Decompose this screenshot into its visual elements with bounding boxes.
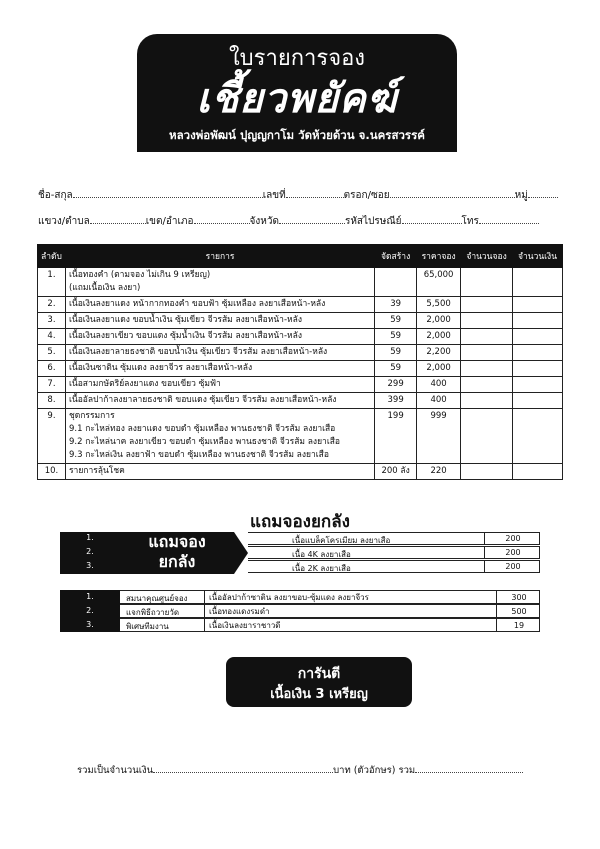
row-no: 9. — [38, 409, 66, 464]
bonus-box — [60, 532, 540, 574]
extra-kind: แจกพิธีถวายวัด — [126, 608, 180, 617]
extra-row — [120, 618, 540, 632]
row-item: เนื้อเงินลงยาเขียว ขอบแดง ซุ้มน้ำเงิน จีวรส้ม ลงยาเสือหน้า-หลัง — [65, 329, 374, 345]
table-row — [38, 297, 563, 313]
row-qty[interactable] — [461, 329, 513, 345]
bonus-title: แถมจองยกลัง — [250, 512, 350, 532]
row-price: 2,000 — [417, 329, 461, 345]
name-label: ชื่อ-สกุล — [38, 190, 73, 201]
row-made — [375, 268, 417, 297]
extra-price: 19 — [496, 619, 541, 632]
subdistrict-label: แขวง/ตำบล — [38, 216, 90, 227]
bonus-no: 3. — [86, 561, 94, 570]
extra-desc: เนื้อทองแดงรมดำ — [204, 605, 270, 618]
row-made: 199 — [375, 409, 417, 464]
extra-no: 2. — [86, 606, 94, 615]
guarantee-line2: เนื้อเงิน 3 เหรียญ — [270, 687, 368, 702]
col-amount: จำนวนเงิน — [513, 245, 563, 268]
row-line: 9.1 กะไหล่ทอง ลงยาแดง ขอบดำ ซุ้มเหลือง พานธงชาติ จีวรส้ม ลงยาเสือ — [68, 424, 336, 434]
row-amount[interactable] — [513, 313, 563, 329]
col-no: ลำดับ — [38, 245, 66, 268]
row-item: รายการลุ้นโชค — [65, 464, 374, 480]
row-made: 39 — [375, 297, 417, 313]
table-row — [38, 268, 563, 297]
alley-field[interactable] — [390, 188, 515, 198]
total-label: รวมเป็นจำนวนเงิน — [77, 765, 154, 776]
table-row — [38, 313, 563, 329]
row-line: 9.2 กะไหล่นาค ลงยาเขียว ขอบดำ ซุ้มเหลือง พานธงชาติ จีวรส้ม ลงยาเสือ — [68, 437, 341, 447]
row-qty[interactable] — [461, 297, 513, 313]
row-made: 299 — [375, 377, 417, 393]
extra-no: 3. — [86, 620, 94, 629]
row-amount[interactable] — [513, 393, 563, 409]
row-amount[interactable] — [513, 329, 563, 345]
row-price: 2,000 — [417, 361, 461, 377]
row-item — [65, 268, 374, 297]
bonus-tag-line: ยกลัง — [158, 552, 196, 571]
row-no: 6. — [38, 361, 66, 377]
house-no-label: เลขที่ — [262, 190, 286, 201]
row-no: 4. — [38, 329, 66, 345]
total-text-field[interactable] — [415, 763, 523, 773]
row-item — [65, 409, 374, 464]
bonus-price: 200 — [484, 561, 541, 573]
row-item: เนื้อสามกษัตริย์ลงยาแดง ขอบเขียว ซุ้มฟ้า — [65, 377, 374, 393]
row-item: เนื้อเงินลงยาลายธงชาติ ขอบน้ำเงิน ซุ้มเขียว จีวรส้ม ลงยาเสือหน้า-หลัง — [65, 345, 374, 361]
bonus-row — [248, 532, 540, 545]
bonus-price: 200 — [484, 533, 541, 545]
row-made: 59 — [375, 329, 417, 345]
bonus-desc: เนื้อแบล็คโครเมียม ลงยาเสือ — [292, 536, 391, 545]
row-made: 399 — [375, 393, 417, 409]
house-no-field[interactable] — [286, 188, 344, 198]
bonus-tag-line: แถมจอง — [148, 532, 206, 551]
table-row — [38, 329, 563, 345]
bonus-no-column — [60, 532, 120, 574]
row-price: 400 — [417, 393, 461, 409]
row-amount[interactable] — [513, 464, 563, 480]
table-row — [38, 464, 563, 480]
row-no: 8. — [38, 393, 66, 409]
row-amount[interactable] — [513, 409, 563, 464]
row-line: 9.3 กะไหล่เงิน ลงยาฟ้า ขอบดำ ซุ้มเหลือง พานธงชาติ จีวรส้ม ลงยาเสือ — [68, 450, 329, 460]
alley-label: ตรอก/ซอย — [343, 190, 390, 201]
phone-field[interactable] — [479, 214, 539, 224]
row-item: เนื้อเงินลงยาแดง ขอบน้ำเงิน ซุ้มเขียว จีวรส้ม ลงยาเสือหน้า-หลัง — [65, 313, 374, 329]
district-label: เขต/อำเภอ — [145, 216, 194, 227]
info-line-2 — [38, 214, 562, 229]
province-label: จังหวัด — [249, 216, 279, 227]
row-item: เนื้อเงินลงยาแดง หน้ากากทองคำ ขอบฟ้า ซุ้มเหลือง ลงยาเสือหน้า-หลัง — [65, 297, 374, 313]
extra-row — [120, 590, 540, 604]
row-qty[interactable] — [461, 313, 513, 329]
table-row — [38, 377, 563, 393]
extras-box — [60, 590, 540, 632]
row-price: 400 — [417, 377, 461, 393]
row-made: 59 — [375, 313, 417, 329]
row-no: 2. — [38, 297, 66, 313]
form-title: ใบรายการจอง — [228, 46, 366, 71]
row-amount[interactable] — [513, 297, 563, 313]
row-qty[interactable] — [461, 268, 513, 297]
row-qty[interactable] — [461, 393, 513, 409]
postcode-label: รหัสไปรษณีย์ — [344, 216, 402, 227]
extra-kind: สมนาคุณศูนย์จอง — [126, 594, 188, 603]
col-item: รายการ — [65, 245, 374, 268]
postcode-field[interactable] — [402, 214, 462, 224]
row-made: 200 ลัง — [375, 464, 417, 480]
row-no: 10. — [38, 464, 66, 480]
row-no: 5. — [38, 345, 66, 361]
bonus-row — [248, 546, 540, 559]
row-line: (แถมเนื้อเงิน ลงยา) — [68, 283, 141, 293]
monk-line: หลวงพ่อพัฒน์ ปุญญกาโม วัดห้วยด้วน จ.นครสวรรค์ — [169, 128, 425, 142]
info-line-1 — [38, 188, 562, 203]
moo-field[interactable] — [528, 188, 558, 198]
row-no: 7. — [38, 377, 66, 393]
bonus-desc: เนื้อ 2K ลงยาเสือ — [292, 564, 351, 573]
total-amount-field[interactable] — [153, 763, 333, 773]
extra-row — [120, 604, 540, 618]
amulet-name: เชี้ยวพยัคฆ์ — [196, 75, 398, 122]
phone-label: โทร — [461, 216, 479, 227]
extras-no-column — [60, 590, 120, 632]
row-price: 999 — [417, 409, 461, 464]
row-item: เนื้ออัลปาก้าลงยาลายธงชาติ ขอบแดง ซุ้มเขียว จีวรส้ม ลงยาเสือหน้า-หลัง — [65, 393, 374, 409]
bonus-price: 200 — [484, 547, 541, 559]
col-made: จัดสร้าง — [375, 245, 417, 268]
bonus-row — [248, 560, 540, 573]
guarantee-line1: การันตี — [297, 666, 341, 682]
extra-price: 300 — [496, 591, 541, 604]
bonus-tag — [120, 532, 234, 574]
extra-price: 500 — [496, 605, 541, 618]
row-made: 59 — [375, 345, 417, 361]
row-no: 3. — [38, 313, 66, 329]
row-amount[interactable] — [513, 377, 563, 393]
row-qty[interactable] — [461, 361, 513, 377]
extra-desc: เนื้อเงินลงยาราชาวดี — [204, 619, 281, 632]
row-price: 65,000 — [417, 268, 461, 297]
row-price: 2,000 — [417, 313, 461, 329]
row-item: เนื้อเงินซาติน ซุ้มแดง ลงยาจีวร ลงยาเสือหน้า-หลัง — [65, 361, 374, 377]
row-amount[interactable] — [513, 345, 563, 361]
bonus-arrow-icon — [234, 532, 248, 574]
district-field[interactable] — [194, 214, 250, 224]
bonus-no: 1. — [86, 533, 94, 542]
bonus-desc: เนื้อ 4K ลงยาเสือ — [292, 550, 351, 559]
row-qty[interactable] — [461, 345, 513, 361]
bonus-no: 2. — [86, 547, 94, 556]
extra-no: 1. — [86, 592, 94, 601]
row-price: 220 — [417, 464, 461, 480]
row-qty[interactable] — [461, 377, 513, 393]
row-line: ชุดกรรมการ — [68, 411, 115, 421]
row-amount[interactable] — [513, 268, 563, 297]
table-header-row — [38, 245, 563, 268]
subdistrict-field[interactable] — [90, 214, 146, 224]
extra-desc: เนื้ออัลปาก้าซาติน ลงยาขอบ-ซุ้มแดง ลงยาจีวร — [204, 591, 369, 604]
province-field[interactable] — [279, 214, 345, 224]
table-row — [38, 409, 563, 464]
col-qty: จำนวนจอง — [461, 245, 513, 268]
booking-table — [37, 244, 563, 480]
row-no: 1. — [38, 268, 66, 297]
table-row — [38, 361, 563, 377]
table-row — [38, 345, 563, 361]
row-qty[interactable] — [461, 409, 513, 464]
row-qty[interactable] — [461, 464, 513, 480]
extra-kind: พิเศษทีมงาน — [126, 622, 169, 631]
moo-label: หมู่ — [514, 190, 528, 201]
col-price: ราคาจอง — [417, 245, 461, 268]
row-line: เนื้อทองคำ (ตามจอง ไม่เกิน 9 เหรียญ) — [68, 270, 211, 280]
row-amount[interactable] — [513, 361, 563, 377]
header-banner — [137, 34, 457, 152]
name-field[interactable] — [73, 188, 263, 198]
row-price: 2,200 — [417, 345, 461, 361]
table-row — [38, 393, 563, 409]
row-price: 5,500 — [417, 297, 461, 313]
total-line — [77, 763, 557, 778]
baht-label: บาท (ตัวอักษร) รวม — [333, 765, 416, 776]
guarantee-badge — [226, 657, 412, 707]
row-made: 59 — [375, 361, 417, 377]
